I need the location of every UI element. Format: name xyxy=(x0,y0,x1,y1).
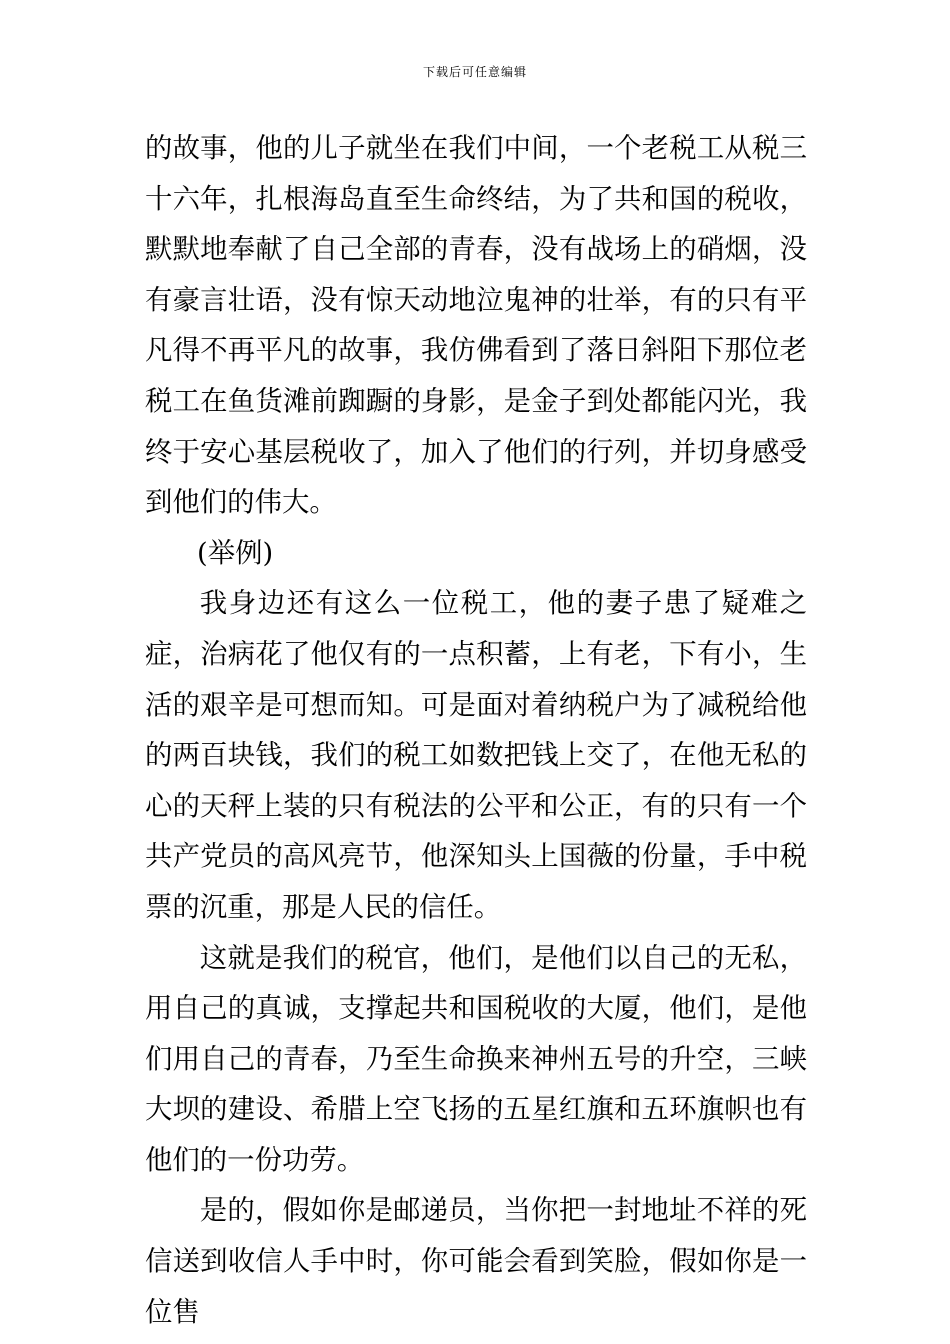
paragraph-tax-worker: 我身边还有这么一位税工，他的妻子患了疑难之症，治病花了他仅有的一点积蓄，上有老，下有小，生活的艰辛是可想而知。可是面对着纳税户为了减税给他的两百块钱，我们的税工如数把钱上交了，在他无私的心的天秤上装的只有税法的公平和公正，有的只有一个共产党员的高风亮节，他深知头上国薇的份量，手中税票的沉重，那是人民的信任。 xyxy=(145,588,807,923)
page-header: 下载后可任意编辑 xyxy=(422,65,527,79)
paragraph-postman: 是的，假如你是邮递员，当你把一封地址不祥的死信送到收信人手中时，你可能会看到笑脸，假如你是一位售 xyxy=(145,1195,807,1328)
paragraph-continued: 的故事，他的儿子就坐在我们中间，一个老税工从税三十六年，扎根海岛直至生命终结，为了共和国的税收，默默地奉献了自己全部的青春，没有战场上的硝烟，没有豪言壮语，没有惊天动地泣鬼神的壮举，有的只有平凡得不再平凡的故事，我仿佛看到了落日斜阳下那位老税工在鱼货滩前踟蹰的身影，是金子到处都能闪光，我终于安心基层税收了，加入了他们的行列，并切身感受到他们的伟大。 xyxy=(145,133,807,519)
document-body xyxy=(145,124,807,1338)
paragraph-tax-officials: 这就是我们的税官，他们，是他们以自己的无私，用自己的真诚，支撑起共和国税收的大厦，他们，是他们用自己的青春，乃至生命换来神州五号的升空，三峡大坝的建设、希腊上空飞扬的五星红旗和五环旗帜也有他们的一份功劳。 xyxy=(145,942,807,1176)
paragraph-example-tag: (举例) xyxy=(197,537,274,569)
